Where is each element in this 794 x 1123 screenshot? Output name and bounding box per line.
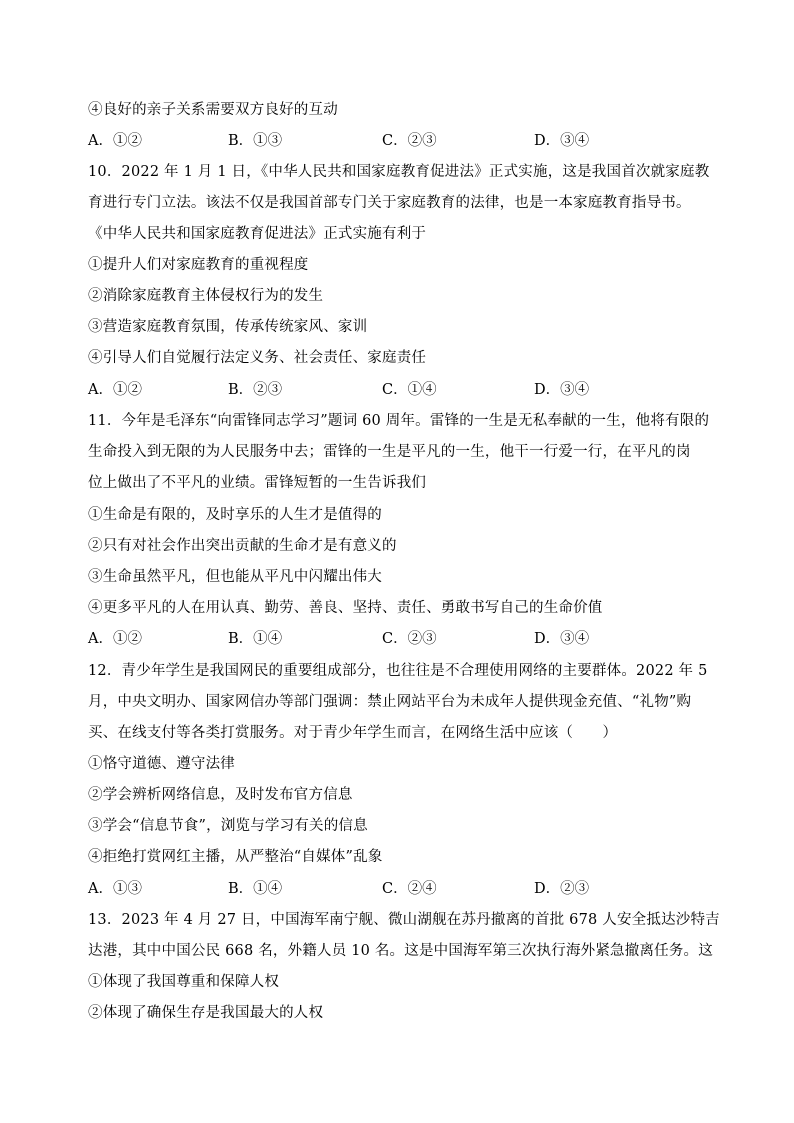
q11-option-d[interactable]: D．③④	[534, 631, 590, 647]
q12-statement-4: ④拒绝打赏网红主播，从严整治“自媒体”乱象	[88, 849, 383, 865]
q10-statement-2: ②消除家庭教育主体侵权行为的发生	[88, 288, 324, 304]
q12-options	[88, 879, 708, 899]
q10-options	[88, 380, 708, 400]
q12-option-d[interactable]: D．②③	[534, 881, 590, 897]
q10-option-c[interactable]: C．①④	[382, 382, 437, 398]
q9-option-a[interactable]: A．①②	[88, 133, 142, 149]
q10-option-a[interactable]: A．①②	[88, 382, 142, 398]
q11-statement-1: ①生命是有限的，及时享乐的人生才是值得的	[88, 507, 382, 523]
q11-options	[88, 629, 708, 649]
q10-statement-3: ③营造家庭教育氛围，传承传统家风、家训	[88, 319, 368, 335]
q10-option-d[interactable]: D．③④	[534, 382, 590, 398]
q10-statement-1: ①提升人们对家庭教育的重视程度	[88, 257, 309, 273]
q11-statement-4: ④更多平凡的人在用认真、勤劳、善良、坚持、责任、勇敢书写自己的生命价值	[88, 600, 603, 616]
q9-option-b[interactable]: B．①③	[228, 133, 283, 149]
q12-stem-line-1: 12．青少年学生是我国网民的重要组成部分，也往往是不合理使用网络的主要群体。2022 年 5	[88, 663, 708, 679]
q12-stem-line-2: 月，中央文明办、国家网信办等部门强调：禁止网站平台为未成年人提供现金充值、“礼物”购	[88, 694, 692, 710]
q12-option-c[interactable]: C．②④	[382, 881, 437, 897]
q10-statement-4: ④引导人们自觉履行法定义务、社会责任、家庭责任	[88, 350, 427, 366]
q9-options	[88, 131, 708, 151]
q12-statement-1: ①恪守道德、遵守法律	[88, 756, 235, 772]
q10-stem-line-1: 10．2022 年 1 月 1 日，《中华人民共和国家庭教育促进法》正式实施，这是我国首次就家庭教	[88, 164, 710, 180]
q12-statement-2: ②学会辨析网络信息，及时发布官方信息	[88, 787, 353, 803]
q11-option-b[interactable]: B．①④	[228, 631, 283, 647]
q10-stem-line-2: 育进行专门立法。该法不仅是我国首部专门关于家庭教育的法律，也是一本家庭教育指导书。	[88, 195, 691, 211]
q9-option-d[interactable]: D．③④	[534, 133, 590, 149]
q12-statement-3: ③学会“信息节食”，浏览与学习有关的信息	[88, 818, 368, 834]
q11-stem-line-2: 生命投入到无限的为人民服务中去；雷锋的一生是平凡的一生，他干一行爱一行，在平凡的岗	[88, 444, 691, 460]
q9-statement-4: ④良好的亲子关系需要双方良好的互动	[88, 102, 338, 118]
q11-stem-line-3: 位上做出了不平凡的业绩。雷锋短暂的一生告诉我们	[88, 475, 427, 491]
q13-statement-2: ②体现了确保生存是我国最大的人权	[88, 1005, 324, 1021]
q13-stem-line-2: 达港，其中中国公民 668 名，外籍人员 10 名。这是中国海军第三次执行海外紧急撤离任务。这	[88, 943, 713, 959]
q12-option-b[interactable]: B．①④	[228, 881, 283, 897]
q12-stem-line-3: 买、在线支付等各类打赏服务。对于青少年学生而言，在网络生活中应该（ ）	[88, 725, 618, 741]
q10-option-b[interactable]: B．②③	[228, 382, 283, 398]
q11-statement-3: ③生命虽然平凡，但也能从平凡中闪耀出伟大	[88, 569, 382, 585]
q11-option-c[interactable]: C．②③	[382, 631, 437, 647]
q12-option-a[interactable]: A．①③	[88, 881, 142, 897]
q13-stem-line-1: 13．2023 年 4 月 27 日，中国海军南宁舰、微山湖舰在苏丹撤离的首批 678 人安全抵达沙特吉	[88, 912, 720, 928]
q11-option-a[interactable]: A．①②	[88, 631, 142, 647]
q13-statement-1: ①体现了我国尊重和保障人权	[88, 974, 280, 990]
q11-statement-2: ②只有对社会作出突出贡献的生命才是有意义的	[88, 538, 397, 554]
q11-stem-line-1: 11．今年是毛泽东“向雷锋同志学习”题词 60 周年。雷锋的一生是无私奉献的一生，他将有限的	[88, 413, 710, 429]
q9-option-c[interactable]: C．②③	[382, 133, 437, 149]
q10-stem-line-3: 《中华人民共和国家庭教育促进法》正式实施有利于	[88, 226, 427, 242]
